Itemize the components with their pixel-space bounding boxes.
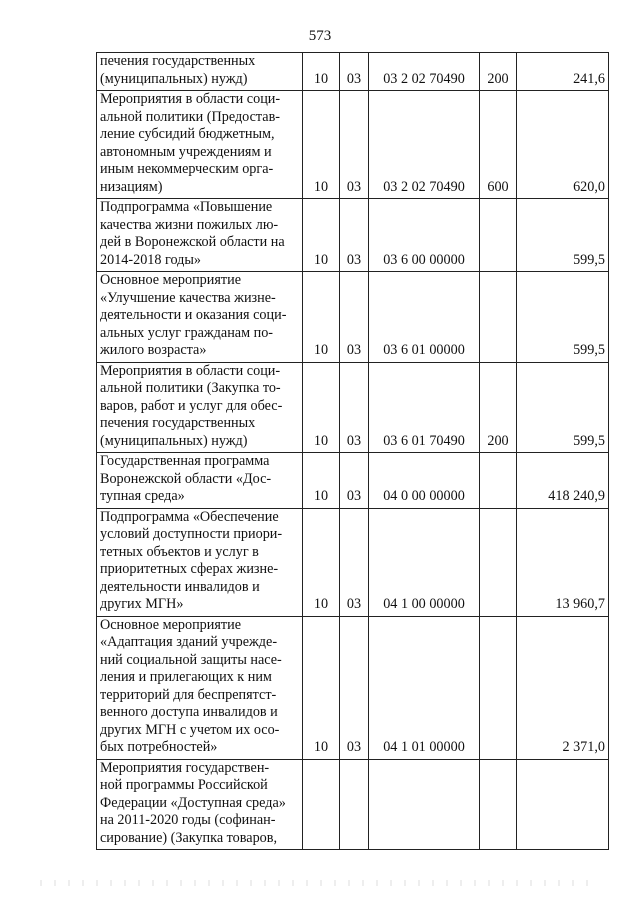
table-row — [97, 91, 609, 199]
row-name-cell: Подпрограмма «Обеспечение условий доступности приори- тетных объектов и услуг в приоритетных сферах жизне- деятельности инвалидов и других МГН» — [97, 508, 303, 616]
target-article-cell: 04 0 00 00000 — [369, 453, 480, 509]
row-name-cell: печения государственных (муниципальных) нужд) — [97, 53, 303, 91]
budget-table — [96, 52, 609, 850]
expense-type-cell: 200 — [480, 362, 517, 453]
subsection-code-cell: 03 — [340, 53, 369, 91]
table-row — [97, 453, 609, 509]
expense-type-cell — [480, 759, 517, 850]
subsection-code-cell: 03 — [340, 616, 369, 759]
expense-type-cell: 600 — [480, 91, 517, 199]
subsection-code-cell: 03 — [340, 508, 369, 616]
amount-cell — [517, 759, 609, 850]
section-code-cell: 10 — [303, 272, 340, 363]
subsection-code-cell: 03 — [340, 453, 369, 509]
expense-type-cell — [480, 199, 517, 272]
section-code-cell: 10 — [303, 453, 340, 509]
row-name-cell: Основное мероприятие «Адаптация зданий учрежде- ний социальной защиты насе- ления и прилегающих к ним территорий для беспрепятст- венного доступа инвалидов и других МГН с учетом их осо- бых потребностей» — [97, 616, 303, 759]
page-number: 573 — [308, 28, 332, 44]
amount-cell: 599,5 — [517, 272, 609, 363]
amount-cell: 13 960,7 — [517, 508, 609, 616]
target-article-cell — [369, 759, 480, 850]
amount-cell: 599,5 — [517, 362, 609, 453]
section-code-cell: 10 — [303, 508, 340, 616]
target-article-cell: 03 6 01 70490 — [369, 362, 480, 453]
subsection-code-cell: 03 — [340, 91, 369, 199]
subsection-code-cell: 03 — [340, 272, 369, 363]
section-code-cell — [303, 759, 340, 850]
target-article-cell: 04 1 01 00000 — [369, 616, 480, 759]
amount-cell: 620,0 — [517, 91, 609, 199]
table-row — [97, 53, 609, 91]
section-code-cell: 10 — [303, 362, 340, 453]
section-code-cell: 10 — [303, 199, 340, 272]
amount-cell: 418 240,9 — [517, 453, 609, 509]
scan-artifact — [40, 880, 600, 886]
expense-type-cell — [480, 616, 517, 759]
target-article-cell: 03 2 02 70490 — [369, 53, 480, 91]
section-code-cell: 10 — [303, 53, 340, 91]
expense-type-cell — [480, 272, 517, 363]
amount-cell: 241,6 — [517, 53, 609, 91]
row-name-cell: Мероприятия в области соци- альной политики (Предостав- ление субсидий бюджетным, автономным учреждениям и иным некоммерческим орга- низациям) — [97, 91, 303, 199]
subsection-code-cell: 03 — [340, 199, 369, 272]
table-row — [97, 508, 609, 616]
table-row — [97, 759, 609, 850]
expense-type-cell — [480, 508, 517, 616]
table-row — [97, 199, 609, 272]
table-row — [97, 362, 609, 453]
section-code-cell: 10 — [303, 616, 340, 759]
subsection-code-cell — [340, 759, 369, 850]
subsection-code-cell: 03 — [340, 362, 369, 453]
row-name-cell: Мероприятия в области соци- альной политики (Закупка то- варов, работ и услуг для обес- печения государственных (муниципальных) нужд) — [97, 362, 303, 453]
row-name-cell: Мероприятия государствен- ной программы Российской Федерации «Доступная среда» на 2011-2020 годы (софинан- сирование) (Закупка товаров, — [97, 759, 303, 850]
amount-cell: 599,5 — [517, 199, 609, 272]
row-name-cell: Подпрограмма «Повышение качества жизни пожилых лю- дей в Воронежской области на 2014-2018 годы» — [97, 199, 303, 272]
expense-type-cell — [480, 453, 517, 509]
target-article-cell: 03 6 00 00000 — [369, 199, 480, 272]
section-code-cell: 10 — [303, 91, 340, 199]
row-name-cell: Государственная программа Воронежской области «Дос- тупная среда» — [97, 453, 303, 509]
table-row — [97, 616, 609, 759]
target-article-cell: 03 2 02 70490 — [369, 91, 480, 199]
expense-type-cell: 200 — [480, 53, 517, 91]
table-body — [97, 53, 609, 850]
amount-cell: 2 371,0 — [517, 616, 609, 759]
target-article-cell: 03 6 01 00000 — [369, 272, 480, 363]
target-article-cell: 04 1 00 00000 — [369, 508, 480, 616]
table-row — [97, 272, 609, 363]
row-name-cell: Основное мероприятие «Улучшение качества жизне- деятельности и оказания соци- альных услуг гражданам по- жилого возраста» — [97, 272, 303, 363]
